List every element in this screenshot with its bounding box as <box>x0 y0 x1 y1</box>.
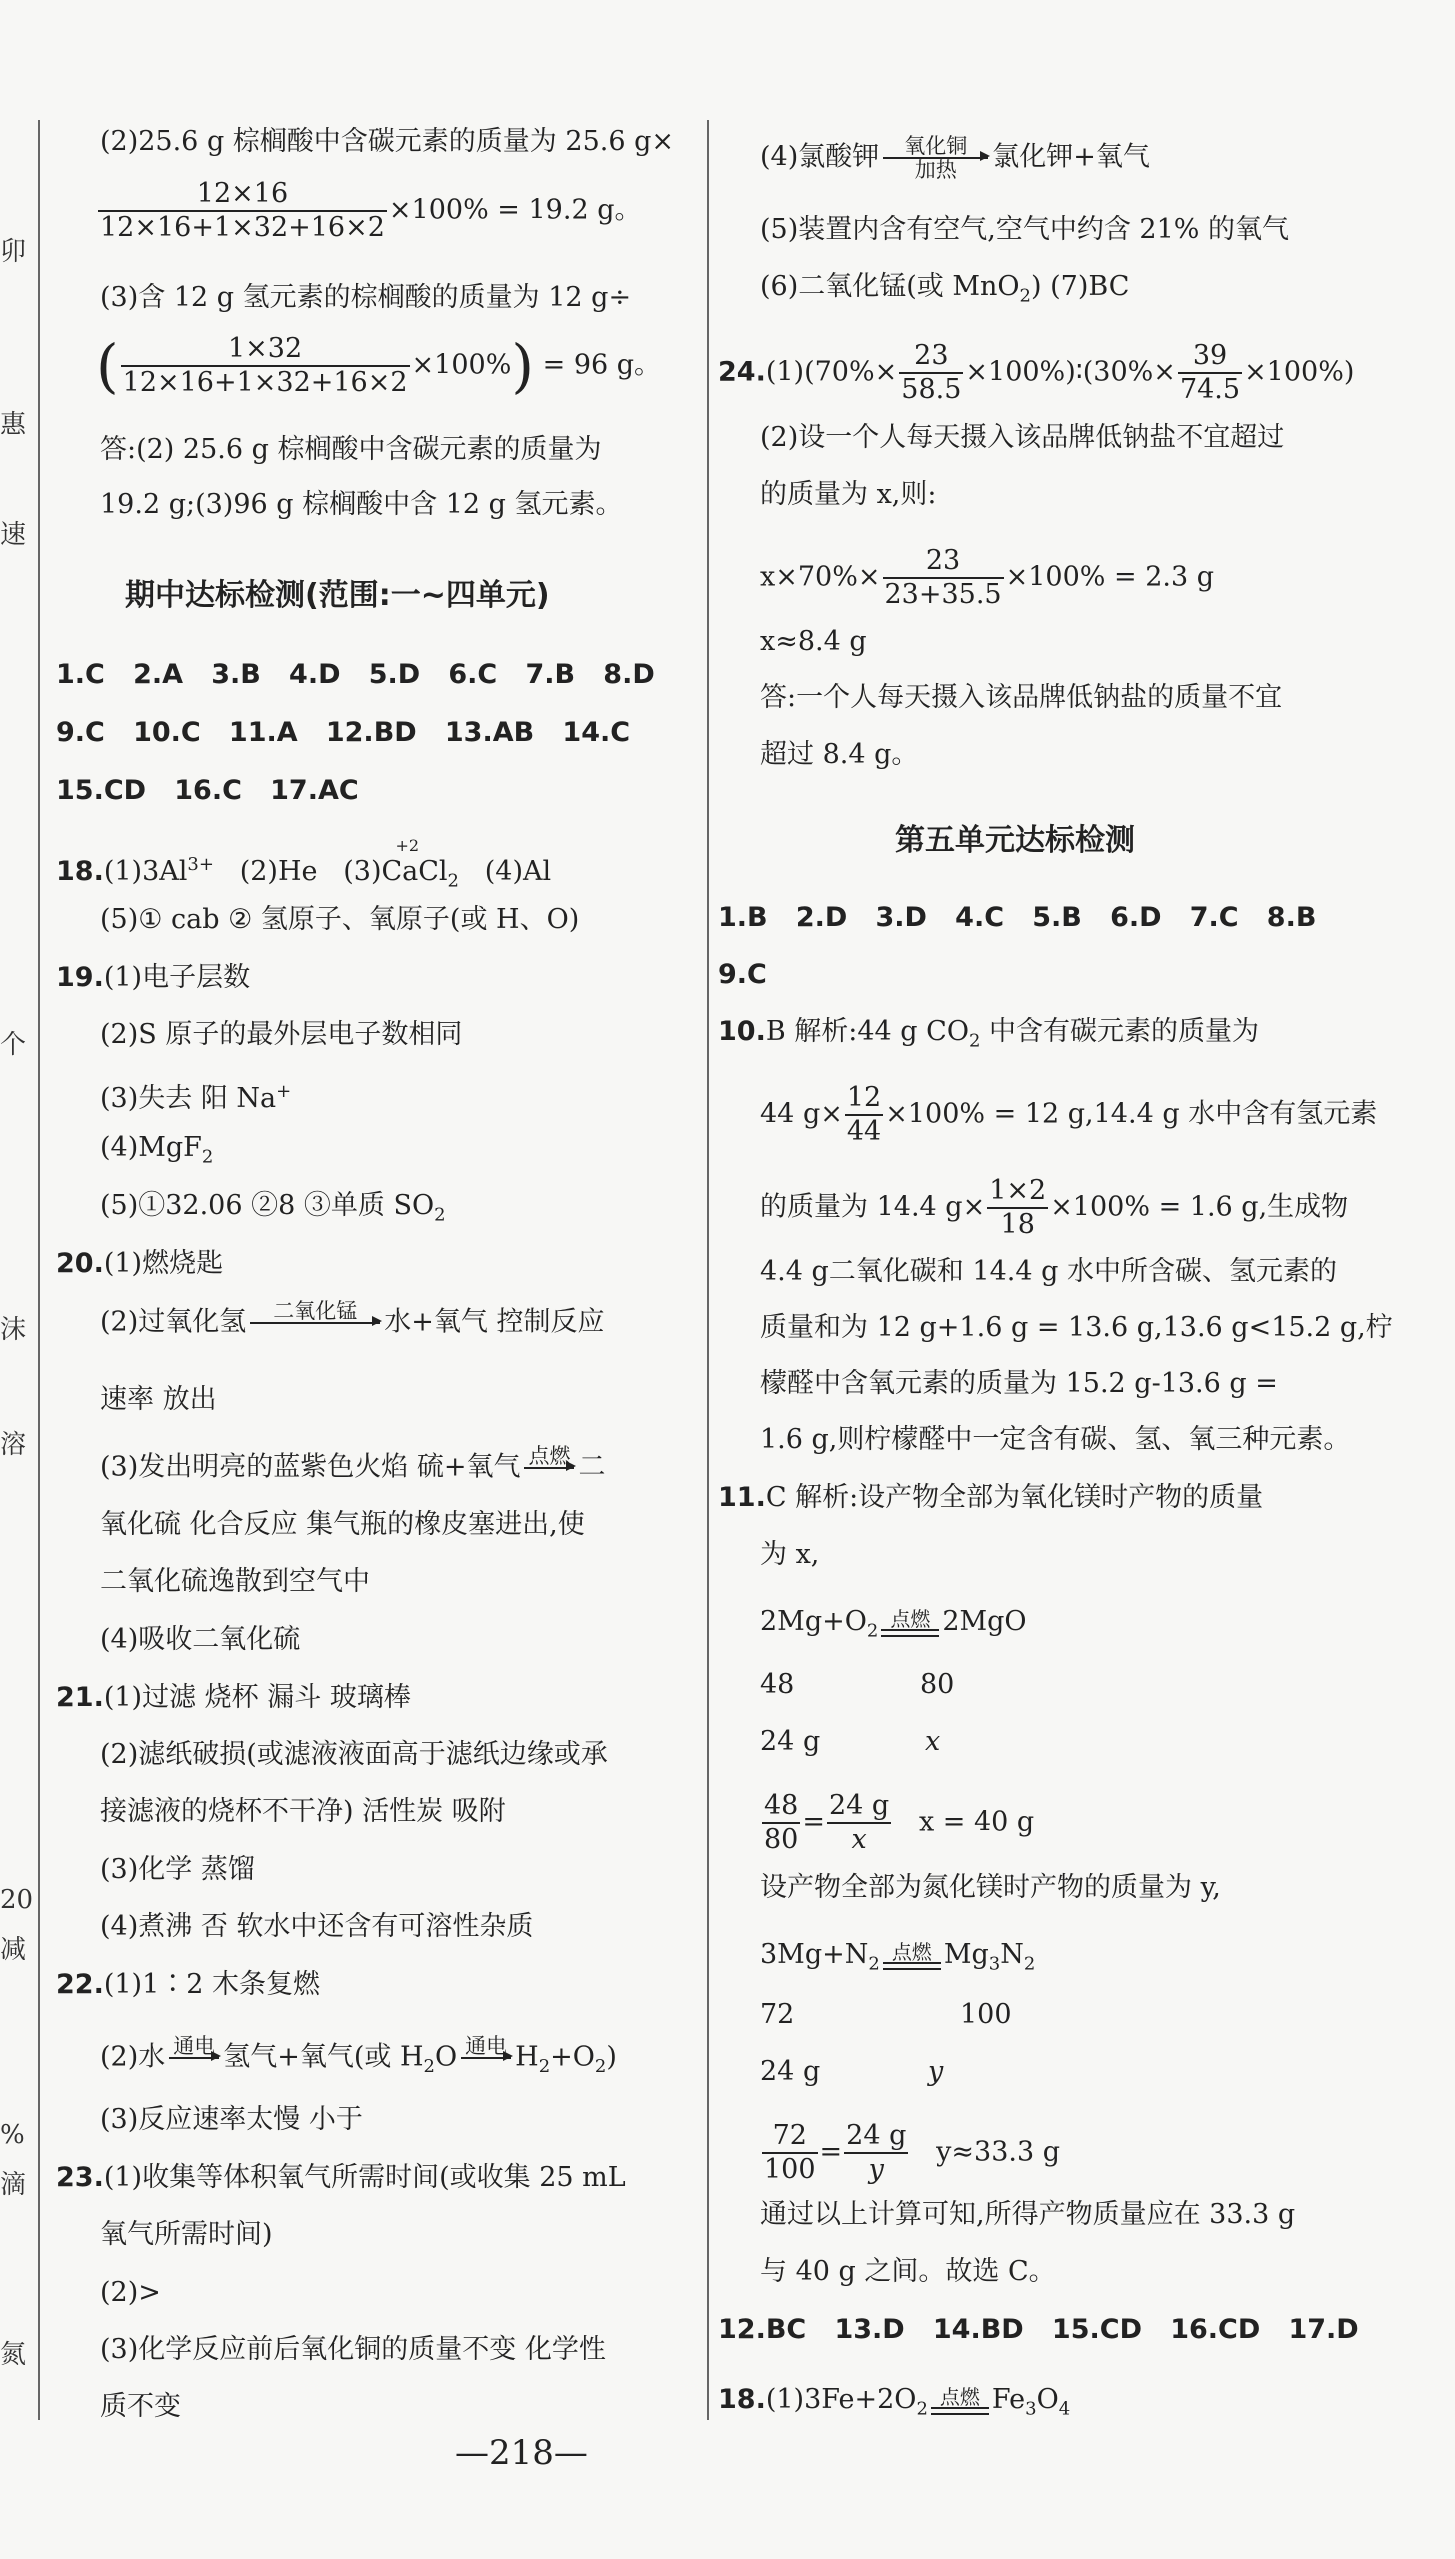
text-line: (3)反应速率太慢 小于 <box>100 2104 363 2135</box>
question-23-line: 23.(1)收集等体积氧气所需时间(或收集 25 mL <box>56 2162 626 2193</box>
reaction-arrow: 通电 <box>461 2035 511 2081</box>
column-divider-left <box>38 120 40 2420</box>
edge-char: % <box>0 2120 25 2150</box>
question-24-line: 24.(1)(70%× $\frac{23}{58.5}$ ×100%)∶(30%× $\frac{39}{74.5}$ ×100%) <box>718 340 1355 405</box>
column-divider-middle <box>707 120 709 2420</box>
text-line: (3)化学 蒸馏 <box>100 1854 255 1885</box>
text-line: 质量和为 12 g+1.6 g = 13.6 g,13.6 g<15.2 g,柠 <box>760 1312 1393 1343</box>
text-line: 80 <box>920 1669 955 1700</box>
text-line: 4.4 g二氧化碳和 14.4 g 水中所含碳、氢元素的 <box>760 1256 1337 1287</box>
text-line: (5)①32.06 ②8 ③单质 $SO_2$ <box>100 1190 446 1226</box>
edge-char: 减 <box>0 1935 27 1965</box>
fraction: $\frac{12}{44}$ <box>846 1082 882 1147</box>
text-line: 与 40 g 之间。故选 C。 <box>760 2256 1056 2287</box>
text-line: 速率 放出 <box>100 1384 217 1415</box>
equals-sign: 点燃 <box>881 1609 939 1637</box>
reaction-line: (3)发出明亮的蓝紫色火焰 硫+氧气 点燃 二 <box>100 1445 605 1491</box>
question-18-line: $18.(1)3Al^{3+}$ (2)He (3) +2 CaCl$_2$ (4)Al <box>56 836 552 892</box>
question-18-line: $18.(1)3Fe+2O_2$ 点燃 $Fe_3O_4$ <box>718 2384 1071 2420</box>
text-line: (2)> <box>100 2277 161 2308</box>
text-line: 质不变 <box>100 2391 181 2422</box>
reaction-arrow: 点燃 <box>524 1445 574 1491</box>
text-line: 檬醛中含氧元素的质量为 15.2 g-13.6 g = <box>760 1368 1278 1399</box>
text-line: 氧化硫 化合反应 集气瓶的橡皮塞进出,使 <box>100 1509 585 1540</box>
text-line: (3)含 12 g 氢元素的棕榈酸的质量为 12 g÷ <box>100 282 632 313</box>
fraction-line: $\frac{12\times 16}{12\times 16+1\times 32+16\times 2}$ ×100% = 19.2 g。 <box>100 178 642 243</box>
edge-char: 沫 <box>0 1315 27 1345</box>
edge-char: 卯 <box>0 237 27 267</box>
text-line: x <box>925 1726 941 1757</box>
text-line: (2)设一个人每天摄入该品牌低钠盐不宜超过 <box>760 422 1285 453</box>
proportion-line: $\frac{72}{100}$ = $\frac{24 g}{y}$ y≈33.3 g <box>764 2120 1061 2185</box>
edge-char: 20 <box>0 1885 34 1915</box>
fraction-line: 的质量为 14.4 g× $\frac{1\times 2}{18}$ ×100% = 1.6 g,生成物 <box>760 1175 1349 1240</box>
fraction-line: ( $\frac{1\times 32}{12\times 16+1\times 32+16\times 2}$ ×100%) = 96 g。 <box>96 332 662 400</box>
reaction-line: (2)水 通电 氢气+氧气(或 $H_2O$ 通电 $H_2+O_2$) <box>100 2035 617 2087</box>
question-11-line: 11.C 解析:设产物全部为氧化镁时产物的质量 <box>718 1482 1264 1513</box>
text-line: (3)失去 阳 Na+ <box>100 1081 292 1114</box>
section-title: 期中达标检测(范围:一~四单元) <box>125 578 550 613</box>
text-line: (2)25.6 g 棕榈酸中含碳元素的质量为 25.6 g× <box>100 126 674 157</box>
question-21-line: 21.(1)过滤 烧杯 漏斗 玻璃棒 <box>56 1682 411 1713</box>
text-line: 二氧化硫逸散到空气中 <box>100 1566 370 1597</box>
edge-char: 个 <box>0 1030 27 1060</box>
question-10-line: 10.B 解析:44 g $CO_2$ 中含有碳元素的质量为 <box>718 1016 1260 1052</box>
text-line: 通过以上计算可知,所得产物质量应在 33.3 g <box>760 2199 1296 2230</box>
text-line: (5)装置内含有空气,空气中约含 21% 的氧气 <box>760 214 1290 245</box>
reaction-arrow: 氧化铜 加热 <box>883 135 988 181</box>
fraction: $\frac{72}{100}$ <box>764 2120 816 2185</box>
equals-sign: 点燃 <box>883 1942 941 1970</box>
reaction-arrow: 通电 <box>169 2035 219 2081</box>
text-line: (6)二氧化锰(或 MnO$_2$) (7)BC <box>760 271 1130 307</box>
fraction: $\frac{1\times 2}{18}$ <box>989 1175 1047 1240</box>
question-20-line: 20.(1)燃烧匙 <box>56 1248 224 1279</box>
text-line: 24 g <box>760 2056 821 2087</box>
equation-line: $2Mg+O_2$ 点燃 2MgO <box>760 1606 1027 1642</box>
text-line: 48 <box>760 1669 795 1700</box>
mc-answers-row: 15.CD 16.C 17.AC <box>56 775 359 806</box>
text-line: (4)MgF$_2$ <box>100 1132 214 1168</box>
text-line: (4)煮沸 否 软水中还含有可溶性杂质 <box>100 1911 534 1942</box>
text-line: 接滤液的烧杯不干净) 活性炭 吸附 <box>100 1796 506 1827</box>
question-19-line: 19.(1)电子层数 <box>56 962 251 993</box>
text-line: (2)滤纸破损(或滤液液面高于滤纸边缘或承 <box>100 1739 608 1770</box>
proportion-line: $\frac{48}{80}$ = $\frac{24 g}{x}$ x = 40 g <box>764 1790 1035 1855</box>
text-line: (5)① cab ② 氢原子、氧原子(或 H、O) <box>100 904 580 935</box>
mc-answers-row: 1.C 2.A 3.B 4.D 5.D 6.C 7.B 8.D <box>56 659 655 690</box>
text-line: 72 <box>760 1999 795 2030</box>
page-number: —218— <box>455 2433 588 2473</box>
edge-char: 惠 <box>0 410 27 440</box>
text-line: 1.6 g,则柠檬醛中一定含有碳、氢、氧三种元素。 <box>760 1424 1351 1455</box>
mc-answers-row: 12.BC 13.D 14.BD 15.CD 16.CD 17.D <box>718 2314 1359 2345</box>
text-line: (3)化学反应前后氧化铜的质量不变 化学性 <box>100 2334 606 2365</box>
text-line: (4)吸收二氧化硫 <box>100 1624 301 1655</box>
reaction-line: (2)过氧化氢 二氧化锰 水+氧气 控制反应 <box>100 1300 604 1346</box>
edge-char: 滴 <box>0 2170 27 2200</box>
text-line: x≈8.4 g <box>760 626 867 657</box>
text-line: 答:(2) 25.6 g 棕榈酸中含碳元素的质量为 <box>100 434 602 465</box>
reaction-arrow: 二氧化锰 <box>250 1300 380 1346</box>
text-line: 24 g <box>760 1726 821 1757</box>
fraction: $\frac{12\times 16}{12\times 16+1\times 32+16\times 2}$ <box>100 178 385 243</box>
text-line: y <box>928 2056 944 2087</box>
text-line: 的质量为 x,则: <box>760 479 937 510</box>
fraction: $\frac{24 g}{y}$ <box>846 2120 907 2185</box>
text-line: 为 x, <box>760 1539 820 1570</box>
fraction: $\frac{39}{74.5}$ <box>1179 340 1241 405</box>
fraction: $\frac{48}{80}$ <box>764 1790 799 1855</box>
edge-char: 溶 <box>0 1430 27 1460</box>
text-line: 设产物全部为氮化镁时产物的质量为 y, <box>760 1872 1221 1903</box>
edge-char: 氮 <box>0 2340 27 2370</box>
mc-answers-row: 9.C 10.C 11.A 12.BD 13.AB 14.C <box>56 717 631 748</box>
fraction: $\frac{23}{58.5}$ <box>901 340 962 405</box>
equation-line: $3Mg+N_2$ 点燃 $Mg_3N_2$ <box>760 1939 1036 1975</box>
fraction: $\frac{1\times 32}{12\times 16+1\times 32+16\times 2}$ <box>122 333 408 398</box>
mc-answers-row: 9.C <box>718 959 767 990</box>
equals-sign: 点燃 <box>931 2387 989 2415</box>
reaction-line: (4)氯酸钾 氧化铜 加热 氯化钾+氧气 <box>760 134 1150 182</box>
text-line: 超过 8.4 g。 <box>760 739 919 770</box>
fraction: $\frac{23}{23+35.5}$ <box>884 545 1002 610</box>
mc-answers-row: 1.B 2.D 3.D 4.C 5.B 6.D 7.C 8.B <box>718 902 1317 933</box>
text-line: (2)S 原子的最外层电子数相同 <box>100 1019 463 1050</box>
fraction: $\frac{24 g}{x}$ <box>828 1790 890 1855</box>
fraction-line: 44 g× $\frac{12}{44}$ ×100% = 12 g,14.4 g 水中含有氢元素 <box>760 1082 1378 1147</box>
text-line: 19.2 g;(3)96 g 棕榈酸中含 12 g 氢元素。 <box>100 489 623 520</box>
fraction-line: x×70%× $\frac{23}{23+35.5}$ ×100% = 2.3 g <box>760 545 1215 610</box>
text-line: 氧气所需时间) <box>100 2219 273 2250</box>
text-line: 100 <box>960 1999 1012 2030</box>
question-22-line: 22.(1)1∶2 木条复燃 <box>56 1969 321 2000</box>
section-title: 第五单元达标检测 <box>895 823 1135 858</box>
text-line: 答:一个人每天摄入该品牌低钠盐的质量不宜 <box>760 682 1283 713</box>
edge-char: 速 <box>0 520 27 550</box>
